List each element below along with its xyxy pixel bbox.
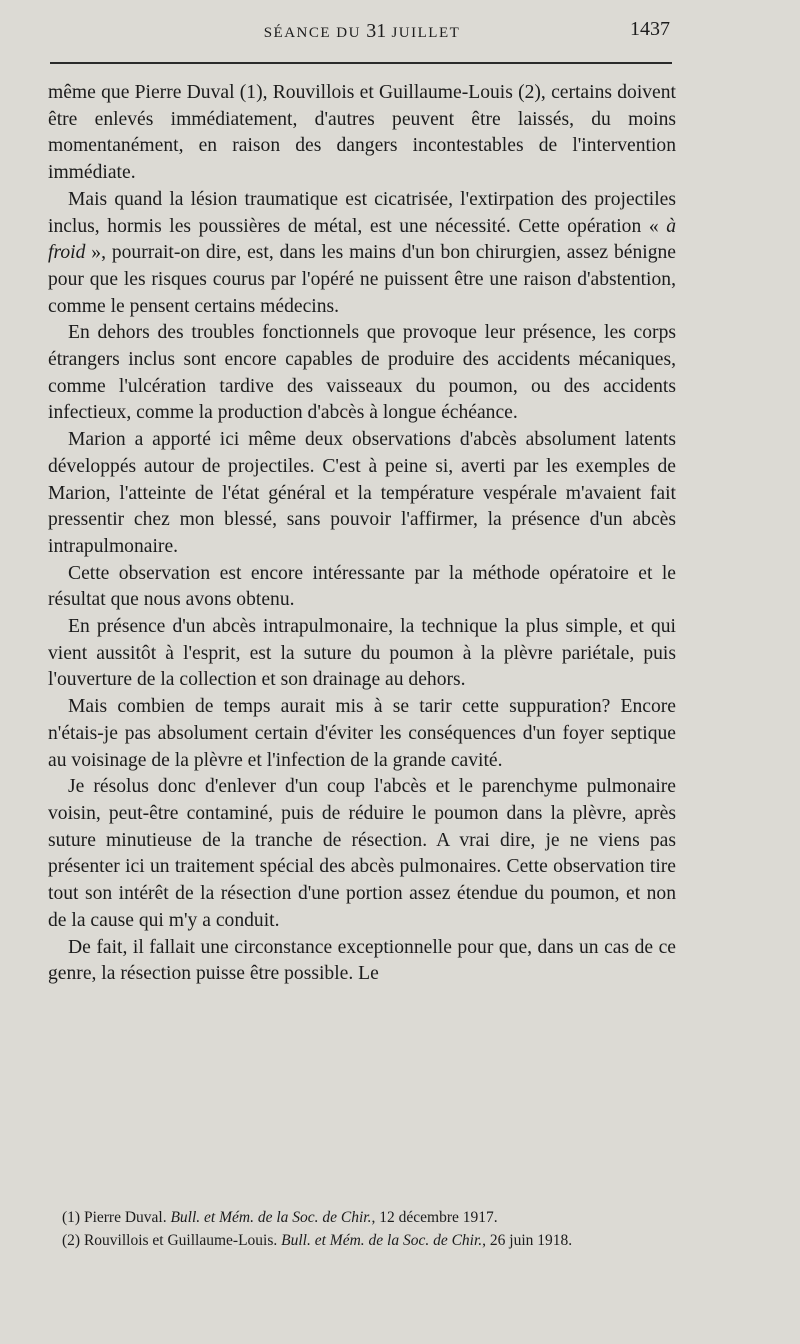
text-segment: même que Pierre Duval (1), Rouvillois et Guillaume-Louis (2), certains doivent être enlevés immédiatement, d'autres peuvent être laissés, du moins momentanément, en raison des dangers incontestables de l'intervention immédiate. xyxy=(48,82,676,184)
italic-segment: à froid xyxy=(48,215,676,264)
page-number: 1437 xyxy=(630,18,670,40)
body-paragraph xyxy=(48,427,676,561)
italic-segment: Bull. et Mém. de la Soc. de Chir. xyxy=(281,1232,483,1249)
text-segment: En dehors des troubles fonctionnels que provoque leur présence, les corps étrangers inclus sont encore capables de produire des accidents mécaniques, comme l'ulcération tardive des vaisseaux du poumon, ou des accidents infectieux, comme la production d'abcès à longue échéance. xyxy=(48,322,676,424)
running-title-prefix: SÉANCE DU xyxy=(263,25,367,41)
running-title-day: 31 xyxy=(366,20,387,42)
body-paragraph xyxy=(48,320,676,427)
text-segment: Mais combien de temps aurait mis à se tarir cette suppuration? Encore n'étais-je pas absolument certain d'éviter les conséquences d'un foyer septique au voisinage de la plèvre et l'infection de la grande cavité. xyxy=(48,696,676,771)
body-text xyxy=(48,80,676,988)
body-paragraph xyxy=(48,80,676,187)
text-segment: Je résolus donc d'enlever d'un coup l'abcès et le parenchyme pulmonaire voisin, peut-être contaminé, puis de réduire le poumon dans la plèvre, après suture minutieuse de la tranche de résection. A vrai dire, je ne viens pas présenter ici un traitement spécial des abcès pulmonaires. Cette observation tire tout son intérêt de la résection d'une portion assez étendue du poumon, et non de la cause qui m'y a conduit. xyxy=(48,776,676,931)
body-paragraph xyxy=(48,694,676,774)
footnotes xyxy=(48,1206,676,1252)
text-segment: (2) Rouvillois et Guillaume-Louis. xyxy=(62,1232,282,1249)
text-segment: (1) Pierre Duval. xyxy=(62,1209,171,1226)
text-segment: », pourrait-on dire, est, dans les mains d'un bon chirurgien, assez bénigne pour que les risques courus par l'opéré ne puissent être une raison d'abstention, comme le pensent certains médecins. xyxy=(48,242,676,317)
body-paragraph xyxy=(48,935,676,988)
text-segment: , 12 décembre 1917. xyxy=(371,1209,498,1226)
running-title xyxy=(48,20,676,43)
header-rule xyxy=(50,62,672,64)
text-segment: Marion a apporté ici même deux observations d'abcès absolument latents développés autour de projectiles. C'est à peine si, averti par les exemples de Marion, l'atteinte de l'état général et la température vespérale m'avaient fait pressentir chez mon blessé, sans pouvoir l'affirmer, la présence d'un abcès intrapulmonaire. xyxy=(48,429,676,557)
running-head xyxy=(48,18,676,48)
text-segment: Mais quand la lésion traumatique est cicatrisée, l'extirpation des projectiles inclus, hormis les poussières de métal, est une nécessité. Cette opération « xyxy=(48,188,676,237)
footnote xyxy=(48,1206,676,1229)
body-paragraph xyxy=(48,561,676,614)
text-segment: , 26 juin 1918. xyxy=(482,1232,573,1249)
body-paragraph xyxy=(48,614,676,694)
footnote xyxy=(48,1229,676,1252)
body-paragraph xyxy=(48,774,676,934)
body-paragraph xyxy=(48,187,676,321)
text-segment: En présence d'un abcès intrapulmonaire, la technique la plus simple, et qui vient aussitôt à l'esprit, est la suture du poumon à la plèvre pariétale, puis l'ouverture de la collection et son drainage au dehors. xyxy=(48,616,676,691)
text-segment: Cette observation est encore intéressante par la méthode opératoire et le résultat que nous avons obtenu. xyxy=(48,562,676,611)
text-segment: De fait, il fallait une circonstance exceptionnelle pour que, dans un cas de ce genre, la résection puisse être possible. Le xyxy=(48,936,676,985)
running-title-suffix: JUILLET xyxy=(386,25,461,41)
italic-segment: Bull. et Mém. de la Soc. de Chir. xyxy=(170,1209,372,1226)
